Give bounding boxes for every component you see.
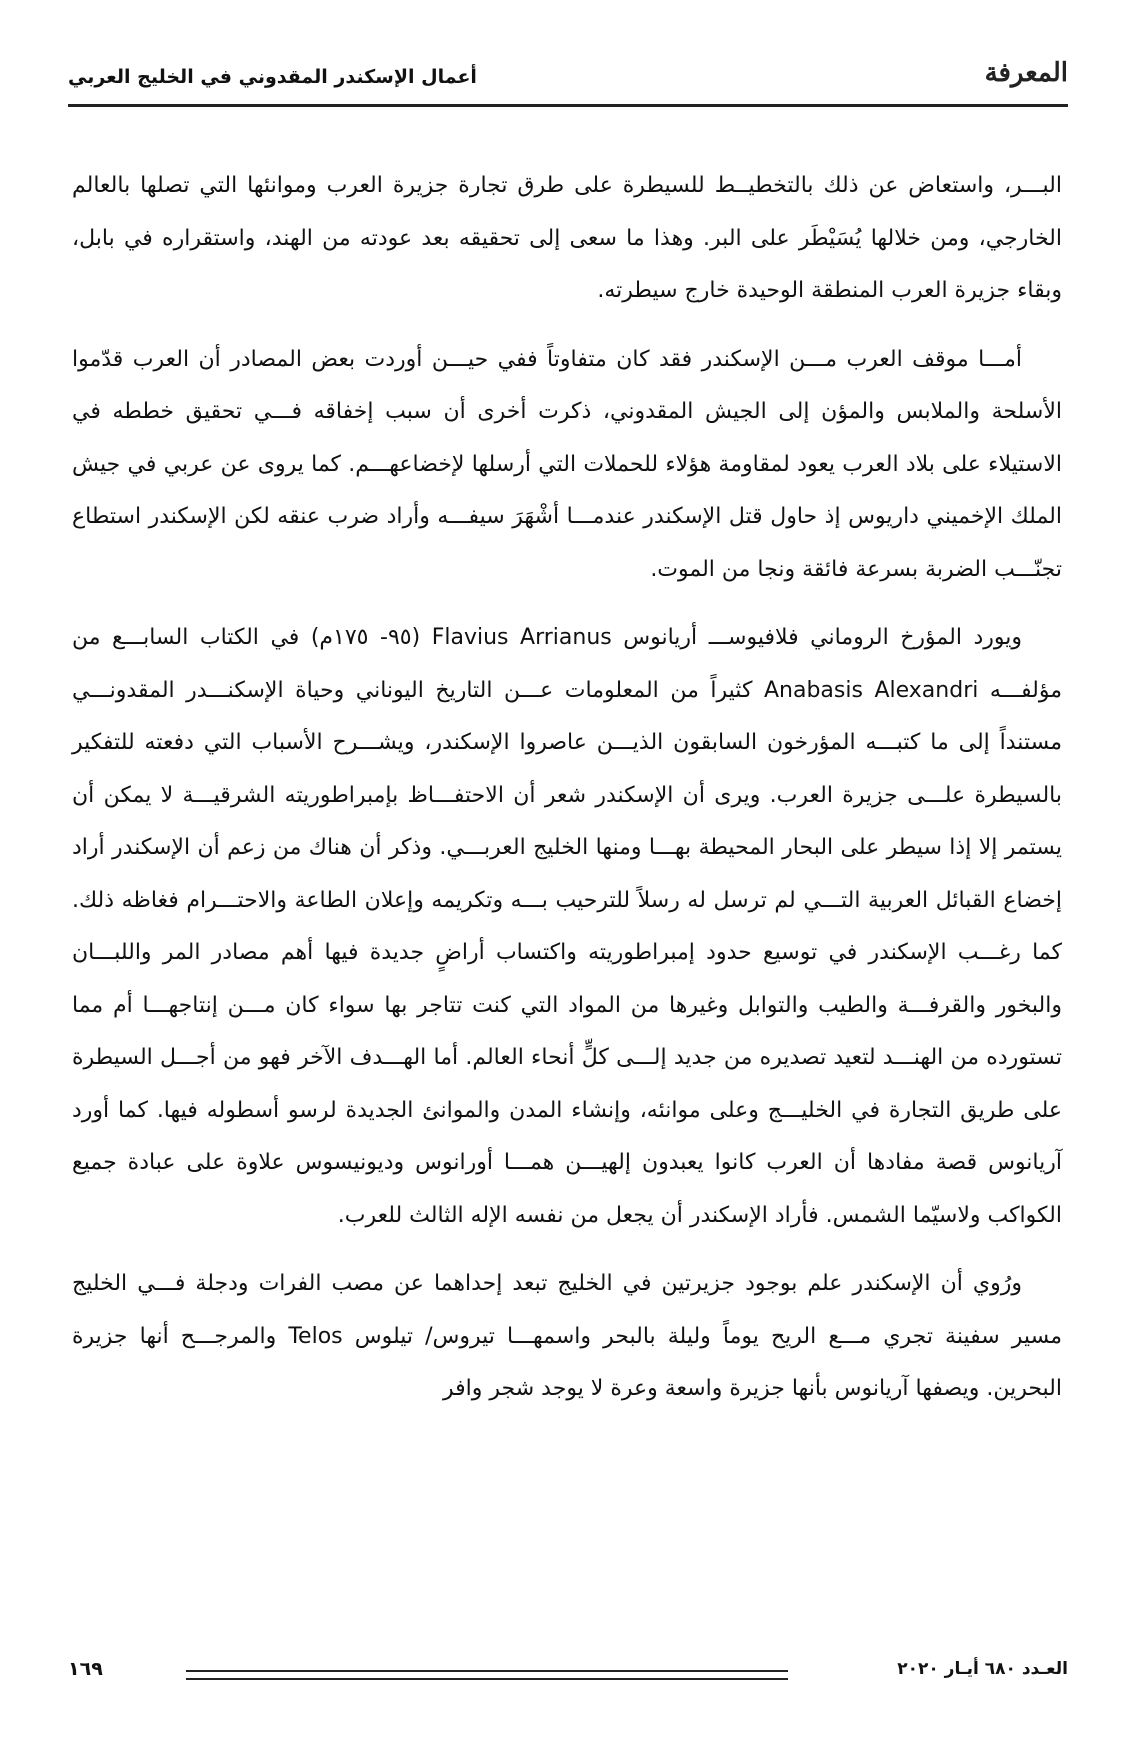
- running-title: أعمال الإسكندر المقدوني في الخليج العربي: [68, 66, 477, 88]
- paragraph: أمـــا موقف العرب مـــن الإسكندر فقد كان متفاوتاً ففي حيـــن أوردت بعض المصادر أن العرب قدّموا الأسلحة والملابس والمؤن إلى الجيش المقدوني، ذكرت أخرى أن سبب إخفاقه فـــي تحقيق خططه في الاستيلاء على بلاد العرب يعود لمقاومة هؤلاء للحملات التي أرسلها لإخضاعهـــم. كما يروى عن عربي في جيش الملك الإخميني داريوس إذ حاول قتل الإسكندر عندمـــا أشْهَرَ سيفـــه وأراد ضرب عنقه لكن الإسكندر استطاع تجنّـــب الضربة بسرعة فائقة ونجا من الموت.: [72, 346, 1062, 582]
- footer-divider: [186, 1670, 788, 1680]
- page-header: [68, 52, 1068, 102]
- journal-logo: المعرفة: [984, 58, 1068, 88]
- paragraph: البـــر، واستعاض عن ذلك بالتخطيــط للسيطرة على طرق تجارة جزيرة العرب وموانئها التي تصلها بالعالم الخارجي، ومن خلالها يُسَيْطَر على البر. وهذا ما سعى إلى تحقيقه بعد عودته من الهند، واستقراره في بابل، وبقاء جزيرة العرب المنطقة الوحيدة خارج سيطرته.: [72, 173, 1062, 303]
- page-number: ١٦٩: [68, 1658, 103, 1680]
- issue-info: العـدد ٦٨٠ أيـار ٢٠٢٠: [897, 1659, 1068, 1679]
- page-footer: [68, 1658, 1068, 1688]
- header-divider: [68, 104, 1068, 107]
- article-body: [72, 160, 1062, 1432]
- paragraph: ورُوي أن الإسكندر علم بوجود جزيرتين في الخليج تبعد إحداهما عن مصب الفرات ودجلة فـــي الخليج مسير سفينة تجري مـــع الريح يوماً وليلة بالبحر واسمهـــا تيروس/ تيلوس Telos والمرجـــح أنها جزيرة البحرين. ويصفها آريانوس بأنها جزيرة واسعة وعرة لا يوجد شجر وافر: [72, 1271, 1062, 1401]
- paragraph: ويورد المؤرخ الروماني فلافيوســـ أريانوس Flavius Arrianus (٩٥- ١٧٥م) في الكتاب السابـــع من مؤلفـــه Anabasis Alexandri كثيراً من المعلومات عـــن التاريخ اليوناني وحياة الإسكنـــدر المقدونـــي مستنداً إلى ما كتبـــه المؤرخون السابقون الذيـــن عاصروا الإسكندر، ويشـــرح الأسباب التي دفعته للتفكير بالسيطرة علـــى جزيرة العرب. ويرى أن الإسكندر شعر أن الاحتفـــاظ بإمبراطوريته الشرقيـــة لا يمكن أن يستمر إلا إذا سيطر على البحار المحيطة بهـــا ومنها الخليج العربـــي. وذكر أن هناك من زعم أن الإسكندر أراد إخضاع القبائل العربية التـــي لم ترسل له رسلاً للترحيب بـــه وتكريمه وإعلان الطاعة والاحتـــرام فغاظه ذلك. كما رغـــب الإسكندر في توسيع حدود إمبراطوريته واكتساب أراضٍ جديدة فيها أهم مصادر المر واللبـــان والبخور والقرفـــة والطيب والتوابل وغيرها من المواد التي كنت تتاجر بها سواء كان مـــن إنتاجهـــا أم مما تستورده من الهنـــد لتعيد تصديره من جديد إلـــى كلٍّ أنحاء العالم. أما الهـــدف الآخر فهو من أجـــل السيطرة على طريق التجارة في الخليـــج وعلى موانئه، وإنشاء المدن والموانئ الجديدة لرسو أسطوله فيها. كما أورد آريانوس قصة مفادها أن العرب كانوا يعبدون إلهيـــن همـــا أورانوس وديونيسوس علاوة على عبادة جميع الكواكب ولاسيّما الشمس. فأراد الإسكندر أن يجعل من نفسه الإله الثالث للعرب.: [72, 625, 1063, 1228]
